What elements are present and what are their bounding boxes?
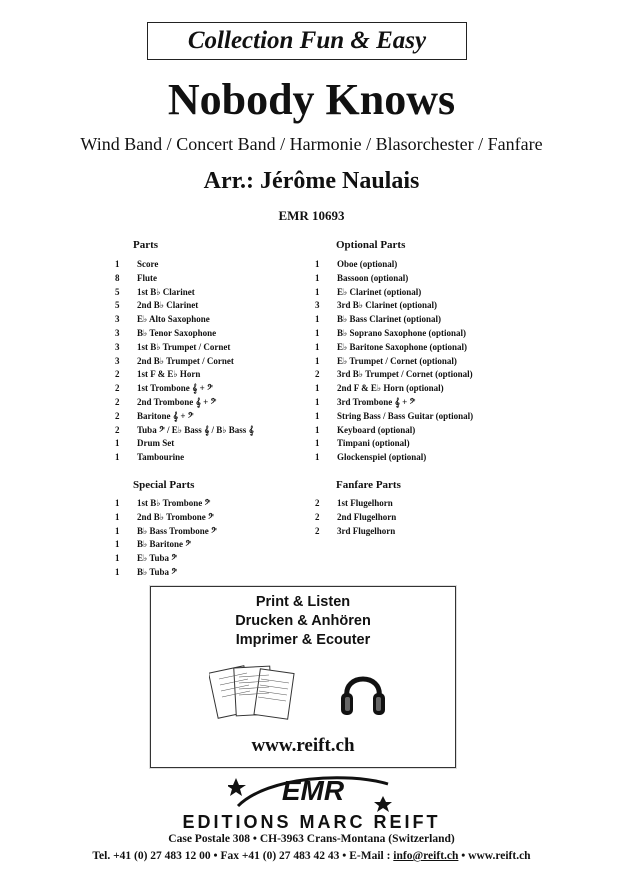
part-row bbox=[315, 396, 473, 410]
email-link[interactable]: info@reift.ch bbox=[393, 850, 459, 862]
part-quantity: 1 bbox=[315, 259, 320, 269]
part-row bbox=[115, 437, 254, 451]
part-row bbox=[315, 313, 473, 327]
part-name: 2nd B♭ Trumpet / Cornet bbox=[137, 355, 234, 366]
part-quantity: 1 bbox=[315, 452, 320, 463]
emr-logo-icon bbox=[228, 770, 398, 814]
headphones-icon bbox=[339, 665, 387, 719]
part-quantity: 8 bbox=[115, 272, 120, 283]
part-name: Timpani (optional) bbox=[337, 438, 410, 449]
part-name: 1st B♭ Trumpet / Cornet bbox=[137, 341, 231, 352]
part-row bbox=[115, 396, 254, 410]
part-name: Bassoon (optional) bbox=[337, 272, 409, 283]
part-quantity: 1 bbox=[315, 341, 320, 352]
part-name: B♭ Bass Clarinet (optional) bbox=[337, 314, 442, 325]
part-name: Flute bbox=[137, 272, 157, 283]
part-row bbox=[315, 525, 396, 539]
part-row bbox=[115, 368, 254, 382]
part-name: Score bbox=[137, 259, 159, 269]
part-name: 2nd B♭ Clarinet bbox=[137, 300, 199, 311]
publisher-address: Case Postale 308 • CH-3963 Crans-Montana (Switzerland) bbox=[168, 833, 455, 845]
part-name: E♭ Trumpet / Cornet (optional) bbox=[337, 355, 457, 366]
part-row bbox=[115, 341, 254, 355]
part-name: Baritone 𝄞 + 𝄢 bbox=[137, 410, 194, 421]
special-parts-heading: Special Parts bbox=[133, 479, 195, 491]
part-quantity: 1 bbox=[315, 314, 320, 325]
part-quantity: 1 bbox=[115, 498, 120, 508]
part-name: Tambourine bbox=[137, 452, 185, 463]
part-row bbox=[315, 382, 473, 396]
part-row bbox=[115, 538, 217, 552]
special-parts-list bbox=[115, 497, 217, 580]
part-name: Drum Set bbox=[137, 438, 175, 449]
part-quantity: 2 bbox=[115, 424, 120, 435]
part-name: B♭ Soprano Saxophone (optional) bbox=[337, 327, 467, 338]
part-name: B♭ Baritone 𝄢 bbox=[137, 539, 192, 550]
part-name: Tuba 𝄢 / E♭ Bass 𝄞 / B♭ Bass 𝄞 bbox=[137, 424, 254, 435]
part-row bbox=[315, 341, 473, 355]
part-name: 3rd Trombone 𝄞 + 𝄢 bbox=[337, 396, 416, 407]
part-name: 3rd B♭ Trumpet / Cornet (optional) bbox=[337, 369, 473, 380]
part-quantity: 1 bbox=[315, 286, 320, 297]
part-quantity: 1 bbox=[115, 511, 120, 522]
part-row bbox=[315, 511, 396, 525]
piece-title: Nobody Knows bbox=[167, 75, 456, 124]
part-row bbox=[115, 355, 254, 369]
part-name: 2nd B♭ Trombone 𝄢 bbox=[137, 511, 214, 522]
catalog-number: EMR 10693 bbox=[278, 208, 345, 223]
part-row bbox=[315, 299, 473, 313]
part-row bbox=[315, 437, 473, 451]
part-row bbox=[115, 286, 254, 300]
part-quantity: 3 bbox=[115, 341, 120, 352]
part-row bbox=[115, 258, 254, 272]
part-row bbox=[315, 424, 473, 438]
part-quantity: 2 bbox=[115, 396, 120, 407]
optional-parts-list bbox=[315, 258, 473, 465]
part-name: Glockenspiel (optional) bbox=[337, 452, 427, 463]
part-name: 1st Trombone 𝄞 + 𝄢 bbox=[137, 383, 213, 394]
part-name: 1st B♭ Trombone 𝄢 bbox=[137, 498, 211, 508]
part-quantity: 1 bbox=[115, 525, 120, 536]
part-quantity: 1 bbox=[315, 383, 320, 394]
part-quantity: 1 bbox=[115, 452, 120, 463]
part-name: 1st B♭ Clarinet bbox=[137, 286, 195, 297]
promo-line-2: Drucken & Anhören bbox=[235, 613, 371, 629]
part-name: E♭ Alto Saxophone bbox=[137, 314, 210, 325]
part-quantity: 1 bbox=[315, 438, 320, 449]
part-row bbox=[115, 382, 254, 396]
part-quantity: 1 bbox=[115, 259, 120, 269]
part-name: 2nd F & E♭ Horn (optional) bbox=[337, 383, 444, 394]
part-row bbox=[115, 525, 217, 539]
part-name: B♭ Tuba 𝄢 bbox=[137, 566, 178, 577]
part-name: 1st F & E♭ Horn bbox=[137, 369, 201, 380]
part-quantity: 1 bbox=[115, 553, 120, 564]
series-title-box bbox=[147, 22, 467, 60]
part-quantity: 2 bbox=[115, 383, 120, 394]
part-quantity: 3 bbox=[115, 355, 120, 366]
part-quantity: 1 bbox=[115, 539, 120, 550]
part-quantity: 2 bbox=[115, 410, 120, 421]
part-row bbox=[115, 511, 217, 525]
part-row bbox=[115, 566, 217, 580]
sheet-music-icon bbox=[209, 659, 299, 725]
part-row bbox=[315, 355, 473, 369]
publisher-contact bbox=[0, 850, 623, 862]
part-name: Oboe (optional) bbox=[337, 259, 398, 269]
part-quantity: 1 bbox=[315, 396, 320, 407]
part-row bbox=[115, 497, 217, 511]
part-name: B♭ Tenor Saxophone bbox=[137, 327, 217, 338]
part-quantity: 1 bbox=[315, 424, 320, 435]
part-quantity: 1 bbox=[315, 272, 320, 283]
part-quantity: 1 bbox=[115, 566, 120, 577]
promo-line-3: Imprimer & Ecouter bbox=[235, 632, 371, 648]
emr-logo-text: EMR bbox=[281, 775, 345, 806]
part-quantity: 3 bbox=[115, 314, 120, 325]
parts-list bbox=[115, 258, 254, 465]
arranger: Arr.: Jérôme Naulais bbox=[203, 168, 420, 194]
part-row bbox=[115, 410, 254, 424]
part-name: Keyboard (optional) bbox=[337, 424, 416, 435]
part-name: 1st Flugelhorn bbox=[337, 498, 393, 508]
part-quantity: 1 bbox=[315, 327, 320, 338]
part-quantity: 3 bbox=[315, 300, 320, 311]
part-quantity: 2 bbox=[115, 369, 120, 380]
part-name: E♭ Baritone Saxophone (optional) bbox=[337, 341, 468, 352]
part-row bbox=[315, 286, 473, 300]
part-quantity: 1 bbox=[315, 410, 320, 421]
part-quantity: 5 bbox=[115, 300, 120, 311]
part-name: 2nd Flugelhorn bbox=[337, 511, 397, 522]
part-quantity: 1 bbox=[315, 355, 320, 366]
part-row bbox=[315, 368, 473, 382]
part-name: 3rd Flugelhorn bbox=[337, 525, 396, 536]
part-row bbox=[115, 299, 254, 313]
part-quantity: 5 bbox=[115, 286, 120, 297]
part-name: E♭ Tuba 𝄢 bbox=[137, 553, 178, 564]
part-name: 3rd B♭ Clarinet (optional) bbox=[337, 300, 437, 311]
part-name: B♭ Bass Trombone 𝄢 bbox=[137, 525, 217, 536]
part-row bbox=[115, 424, 254, 438]
contact-web: • www.reift.ch bbox=[458, 850, 531, 862]
part-row bbox=[315, 327, 473, 341]
series-title: Collection Fun & Easy bbox=[187, 27, 427, 54]
part-quantity: 3 bbox=[115, 327, 120, 338]
part-name: 2nd Trombone 𝄞 + 𝄢 bbox=[137, 396, 217, 407]
part-quantity: 2 bbox=[315, 498, 320, 508]
parts-heading: Parts bbox=[133, 239, 159, 251]
contact-tel-fax: Tel. +41 (0) 27 483 12 00 • Fax +41 (0) 27 483 42 43 • E-Mail : bbox=[92, 850, 394, 862]
part-row bbox=[315, 258, 473, 272]
part-row bbox=[315, 497, 396, 511]
part-row bbox=[115, 552, 217, 566]
promo-url[interactable]: www.reift.ch bbox=[251, 735, 355, 756]
part-row bbox=[115, 327, 254, 341]
part-row bbox=[315, 272, 473, 286]
part-quantity: 2 bbox=[315, 369, 320, 380]
part-quantity: 2 bbox=[315, 525, 320, 536]
part-name: E♭ Clarinet (optional) bbox=[337, 286, 422, 297]
part-quantity: 1 bbox=[115, 438, 120, 449]
part-quantity: 2 bbox=[315, 511, 320, 522]
part-name: String Bass / Bass Guitar (optional) bbox=[337, 410, 474, 421]
optional-parts-heading: Optional Parts bbox=[336, 239, 406, 251]
publisher-name: EDITIONS MARC REIFT bbox=[182, 812, 441, 832]
print-listen-box bbox=[150, 586, 456, 768]
part-row bbox=[115, 313, 254, 327]
part-row bbox=[115, 272, 254, 286]
part-row bbox=[315, 410, 473, 424]
fanfare-parts-list bbox=[315, 497, 396, 538]
promo-line-1: Print & Listen bbox=[255, 594, 351, 610]
fanfare-parts-heading: Fanfare Parts bbox=[336, 479, 401, 491]
part-row bbox=[315, 451, 473, 465]
part-row bbox=[115, 451, 254, 465]
ensemble-subtitle: Wind Band / Concert Band / Harmonie / Blasorchester / Fanfare bbox=[80, 134, 543, 154]
